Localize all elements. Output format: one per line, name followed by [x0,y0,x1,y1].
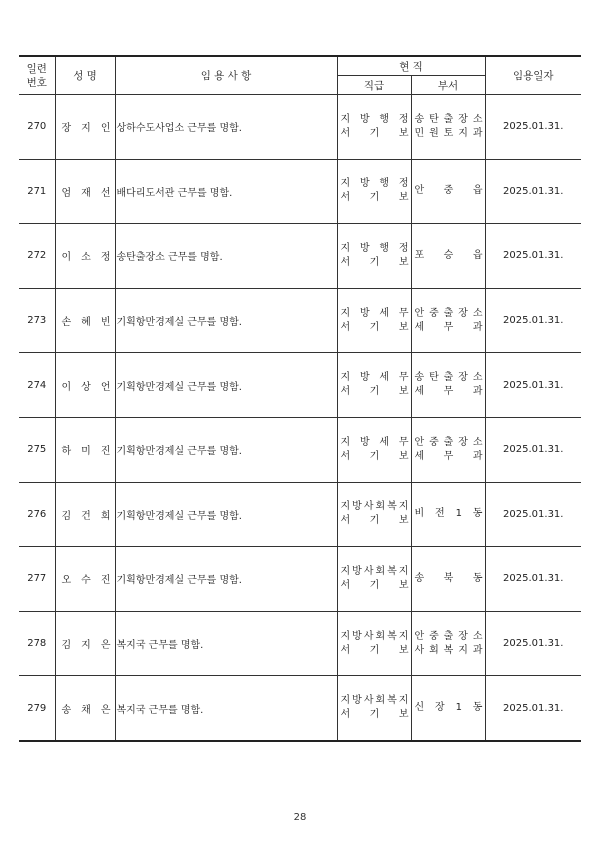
name-char: 지 [81,123,91,135]
name-cell [55,547,115,612]
rank-char: 사 [363,630,374,642]
rank-char: 회 [375,695,386,707]
person-name [58,571,113,586]
name-char: 빈 [100,317,111,329]
appointment-cell: 복지국 근무를 명함. [115,676,337,741]
rank-char: 복 [387,565,397,577]
rank-line [338,321,411,335]
rank-char: 기 [369,321,380,333]
rank-char: 방 [359,307,370,319]
department-line [412,644,485,658]
rank-line [338,177,411,191]
name-char: 미 [81,446,91,458]
department-char: 읍 [472,185,483,197]
name-char: 하 [61,446,72,458]
serial-number-cell: 271 [19,159,55,224]
rank-char: 방 [359,436,370,448]
rank-char: 기 [369,450,380,462]
rank-line [338,708,411,722]
rank-line [338,630,411,644]
header-current-position: 현 직 [337,56,485,76]
rank-cell [337,676,411,741]
department-char: 출 [443,630,454,642]
rank-char: 보 [398,644,409,656]
department-char: 과 [472,386,483,398]
department-line [412,371,485,385]
name-char: 재 [81,187,91,199]
department-cell [411,353,485,418]
name-char: 진 [100,446,111,458]
appointment-cell: 복지국 근무를 명함. [115,611,337,676]
rank-char: 지 [340,630,351,642]
rank-char: 보 [398,256,409,268]
appointment-date-cell: 2025.01.31. [485,611,581,676]
rank-cell [337,224,411,289]
department-char: 전 [435,508,445,520]
table-row [19,353,581,418]
rank-char: 정 [398,242,409,254]
header-name: 성 명 [55,56,115,95]
name-char: 상 [81,381,91,393]
name-cell [55,353,115,418]
department-line [412,127,485,141]
department-char: 장 [458,113,468,125]
department-char: 세 [414,321,425,333]
rank-char: 기 [369,644,380,656]
table-row [19,611,581,676]
page-number: 28 [293,812,307,823]
appointment-cell: 상하수도사업소 근무를 명함. [115,95,337,160]
rank-char: 행 [379,242,390,254]
name-cell [55,95,115,160]
department-cell [411,159,485,224]
name-char: 장 [61,123,72,135]
rank-char: 보 [398,579,409,591]
table-row [19,676,581,741]
appointment-cell: 배다리도서관 근무를 명함. [115,159,337,224]
department-char: 동 [472,508,483,520]
name-char: 은 [100,640,111,652]
serial-number-cell: 276 [19,482,55,547]
appointment-date-cell: 2025.01.31. [485,95,581,160]
rank-char: 지 [340,695,351,707]
rank-char: 방 [359,178,370,190]
department-line [412,113,485,127]
rank-char: 서 [340,386,351,398]
header-appointment: 임 용 사 항 [115,56,337,95]
name-cell [55,417,115,482]
department-char: 원 [429,127,439,139]
department-char: 지 [458,127,468,139]
rank-char: 보 [398,386,409,398]
name-char: 희 [100,510,111,522]
name-char: 엄 [61,187,72,199]
rank-char: 방 [352,565,362,577]
department-char: 회 [429,644,439,656]
department-cell [411,611,485,676]
rank-char: 지 [340,565,351,577]
name-cell [55,159,115,224]
rank-char: 보 [398,515,409,527]
department-char: 과 [472,644,483,656]
department-line [412,450,485,464]
rank-line [338,307,411,321]
person-name [58,119,113,134]
person-name [58,248,113,263]
department-char: 소 [472,630,483,642]
rank-line [338,371,411,385]
department-char: 출 [443,307,454,319]
serial-number-cell: 277 [19,547,55,612]
name-char: 김 [61,640,72,652]
rank-char: 방 [352,501,362,513]
rank-line [338,694,411,708]
header-serial-line1: 일련 [26,62,47,75]
rank-char: 복 [387,501,397,513]
department-char: 탄 [429,372,439,384]
person-name [58,313,113,328]
table-row [19,482,581,547]
department-char: 복 [443,644,454,656]
rank-char: 무 [398,307,409,319]
serial-number-cell: 274 [19,353,55,418]
rank-line [338,565,411,579]
department-char: 북 [443,572,454,584]
rank-char: 서 [340,515,351,527]
rank-line [338,256,411,270]
rank-char: 서 [340,709,351,721]
rank-line [338,127,411,141]
header-serial-line2: 번호 [26,76,47,89]
rank-char: 방 [359,242,370,254]
rank-char: 지 [340,113,351,125]
name-char: 진 [100,575,111,587]
table-row [19,95,581,160]
rank-char: 보 [398,321,409,333]
department-cell [411,676,485,741]
department-char: 소 [472,372,483,384]
table-row [19,224,581,289]
department-char: 동 [472,702,483,714]
name-char: 수 [81,575,91,587]
department-line [412,701,485,715]
department-char: 장 [458,307,468,319]
department-char: 장 [458,630,468,642]
rank-char: 지 [398,630,409,642]
person-name [58,442,113,457]
department-char: 출 [443,113,454,125]
department-char: 소 [472,436,483,448]
department-line [412,630,485,644]
name-char: 이 [61,252,72,264]
department-char: 장 [458,372,468,384]
department-char: 중 [429,436,439,448]
department-char: 송 [414,372,425,384]
department-line [412,249,485,263]
department-line [412,307,485,321]
department-char: 1 [455,702,462,714]
name-cell [55,482,115,547]
department-char: 안 [414,185,425,197]
rank-char: 지 [340,242,351,254]
appointment-cell: 기획항만경제실 근무를 명함. [115,482,337,547]
department-line [412,436,485,450]
appointment-cell: 기획항만경제실 근무를 명함. [115,353,337,418]
department-char: 민 [414,127,425,139]
rank-char: 지 [340,307,351,319]
serial-number-cell: 272 [19,224,55,289]
rank-cell [337,611,411,676]
rank-line [338,191,411,205]
department-char: 과 [472,127,483,139]
person-name [58,378,113,393]
name-cell [55,611,115,676]
department-line [412,507,485,521]
serial-number-cell: 275 [19,417,55,482]
department-char: 출 [443,372,454,384]
appointment-cell: 기획항만경제실 근무를 명함. [115,547,337,612]
department-char: 포 [414,249,425,261]
person-name [58,701,113,716]
table-body [19,95,581,741]
rank-char: 서 [340,644,351,656]
table-row [19,288,581,353]
name-char: 김 [61,510,72,522]
appointment-date-cell: 2025.01.31. [485,224,581,289]
rank-line [338,113,411,127]
name-char: 정 [100,252,111,264]
department-char: 무 [443,450,454,462]
rank-char: 무 [398,436,409,448]
rank-char: 행 [379,178,390,190]
appointment-date-cell: 2025.01.31. [485,288,581,353]
department-char: 사 [414,644,425,656]
rank-char: 기 [369,256,380,268]
department-char: 과 [472,450,483,462]
rank-char: 회 [375,565,386,577]
department-char: 토 [443,127,454,139]
appointment-date-cell: 2025.01.31. [485,159,581,224]
rank-char: 정 [398,178,409,190]
rank-char: 서 [340,321,351,333]
rank-char: 복 [387,695,397,707]
name-char: 송 [61,704,72,716]
rank-char: 행 [379,113,390,125]
name-char: 선 [100,187,111,199]
rank-char: 세 [379,436,390,448]
rank-char: 기 [369,127,380,139]
rank-char: 무 [398,372,409,384]
rank-char: 지 [340,178,351,190]
rank-char: 방 [352,695,362,707]
rank-char: 세 [379,307,390,319]
department-cell [411,95,485,160]
department-char: 중 [443,185,454,197]
department-cell [411,482,485,547]
department-char: 장 [435,702,445,714]
rank-cell [337,95,411,160]
rank-char: 지 [398,695,409,707]
rank-char: 기 [369,579,380,591]
department-line [412,321,485,335]
department-char: 출 [443,436,454,448]
person-name [58,507,113,522]
department-char: 송 [414,113,425,125]
rank-char: 기 [369,386,380,398]
serial-number-cell: 273 [19,288,55,353]
rank-line [338,579,411,593]
name-char: 건 [81,510,91,522]
name-char: 은 [100,704,111,716]
person-name [58,636,113,651]
table-row [19,417,581,482]
department-char: 장 [458,436,468,448]
department-char: 세 [414,386,425,398]
department-char: 탄 [429,113,439,125]
rank-char: 사 [363,565,374,577]
rank-line [338,500,411,514]
rank-char: 방 [359,372,370,384]
appointment-cell: 기획항만경제실 근무를 명함. [115,288,337,353]
rank-char: 보 [398,127,409,139]
rank-char: 복 [387,630,397,642]
header-rank: 직급 [337,76,411,95]
rank-char: 방 [359,113,370,125]
rank-cell [337,159,411,224]
rank-line [338,514,411,528]
department-cell [411,224,485,289]
rank-char: 기 [369,192,380,204]
name-cell [55,224,115,289]
rank-cell [337,288,411,353]
rank-char: 서 [340,450,351,462]
department-char: 지 [458,644,468,656]
department-line [412,385,485,399]
serial-number-cell: 279 [19,676,55,741]
department-cell [411,417,485,482]
department-cell [411,288,485,353]
person-name [58,184,113,199]
table-row [19,159,581,224]
header-department: 부서 [411,76,485,95]
department-char: 안 [414,436,425,448]
rank-char: 회 [375,630,386,642]
name-char: 오 [61,575,72,587]
department-char: 무 [443,321,454,333]
department-char: 읍 [472,249,483,261]
rank-char: 기 [369,515,380,527]
rank-line [338,644,411,658]
name-char: 지 [81,640,91,652]
header-serial-number [19,56,55,95]
department-line [412,184,485,198]
department-char: 송 [414,572,425,584]
rank-char: 서 [340,256,351,268]
name-char: 언 [100,381,111,393]
rank-char: 방 [352,630,362,642]
rank-char: 세 [379,372,390,384]
department-char: 소 [472,113,483,125]
department-cell [411,547,485,612]
table-row [19,547,581,612]
name-char: 채 [81,704,91,716]
rank-cell [337,353,411,418]
header-appointment-date: 임용일자 [485,56,581,95]
department-line [412,572,485,586]
appointment-date-cell: 2025.01.31. [485,676,581,741]
department-char: 안 [414,630,425,642]
department-char: 과 [472,321,483,333]
name-cell [55,676,115,741]
department-char: 중 [429,630,439,642]
department-char: 신 [414,702,425,714]
department-char: 세 [414,450,425,462]
name-char: 이 [61,381,72,393]
department-char: 중 [429,307,439,319]
rank-cell [337,417,411,482]
name-char: 손 [61,317,72,329]
rank-char: 보 [398,450,409,462]
appointment-cell: 기획항만경제실 근무를 명함. [115,417,337,482]
rank-line [338,436,411,450]
rank-char: 지 [340,436,351,448]
department-char: 동 [472,572,483,584]
department-char: 무 [443,386,454,398]
rank-char: 지 [340,372,351,384]
serial-number-cell: 270 [19,95,55,160]
appointment-cell: 송탄출장소 근무를 명함. [115,224,337,289]
name-char: 인 [100,123,111,135]
rank-char: 보 [398,709,409,721]
rank-line [338,385,411,399]
rank-char: 회 [375,501,386,513]
appointment-date-cell: 2025.01.31. [485,482,581,547]
serial-number-cell: 278 [19,611,55,676]
rank-char: 서 [340,127,351,139]
rank-line [338,242,411,256]
rank-line [338,450,411,464]
name-char: 소 [81,252,91,264]
rank-char: 서 [340,192,351,204]
rank-char: 기 [369,709,380,721]
department-char: 1 [455,508,462,520]
department-char: 안 [414,307,425,319]
rank-char: 사 [363,695,374,707]
rank-char: 지 [398,501,409,513]
rank-char: 지 [340,501,351,513]
appointment-table [19,55,581,742]
appointment-date-cell: 2025.01.31. [485,417,581,482]
name-cell [55,288,115,353]
department-char: 소 [472,307,483,319]
appointment-date-cell: 2025.01.31. [485,547,581,612]
rank-char: 서 [340,579,351,591]
rank-char: 정 [398,113,409,125]
name-char: 혜 [81,317,91,329]
department-char: 승 [443,249,454,261]
appointment-date-cell: 2025.01.31. [485,353,581,418]
department-char: 비 [414,508,425,520]
rank-char: 지 [398,565,409,577]
rank-cell [337,547,411,612]
rank-cell [337,482,411,547]
rank-char: 사 [363,501,374,513]
rank-char: 보 [398,192,409,204]
